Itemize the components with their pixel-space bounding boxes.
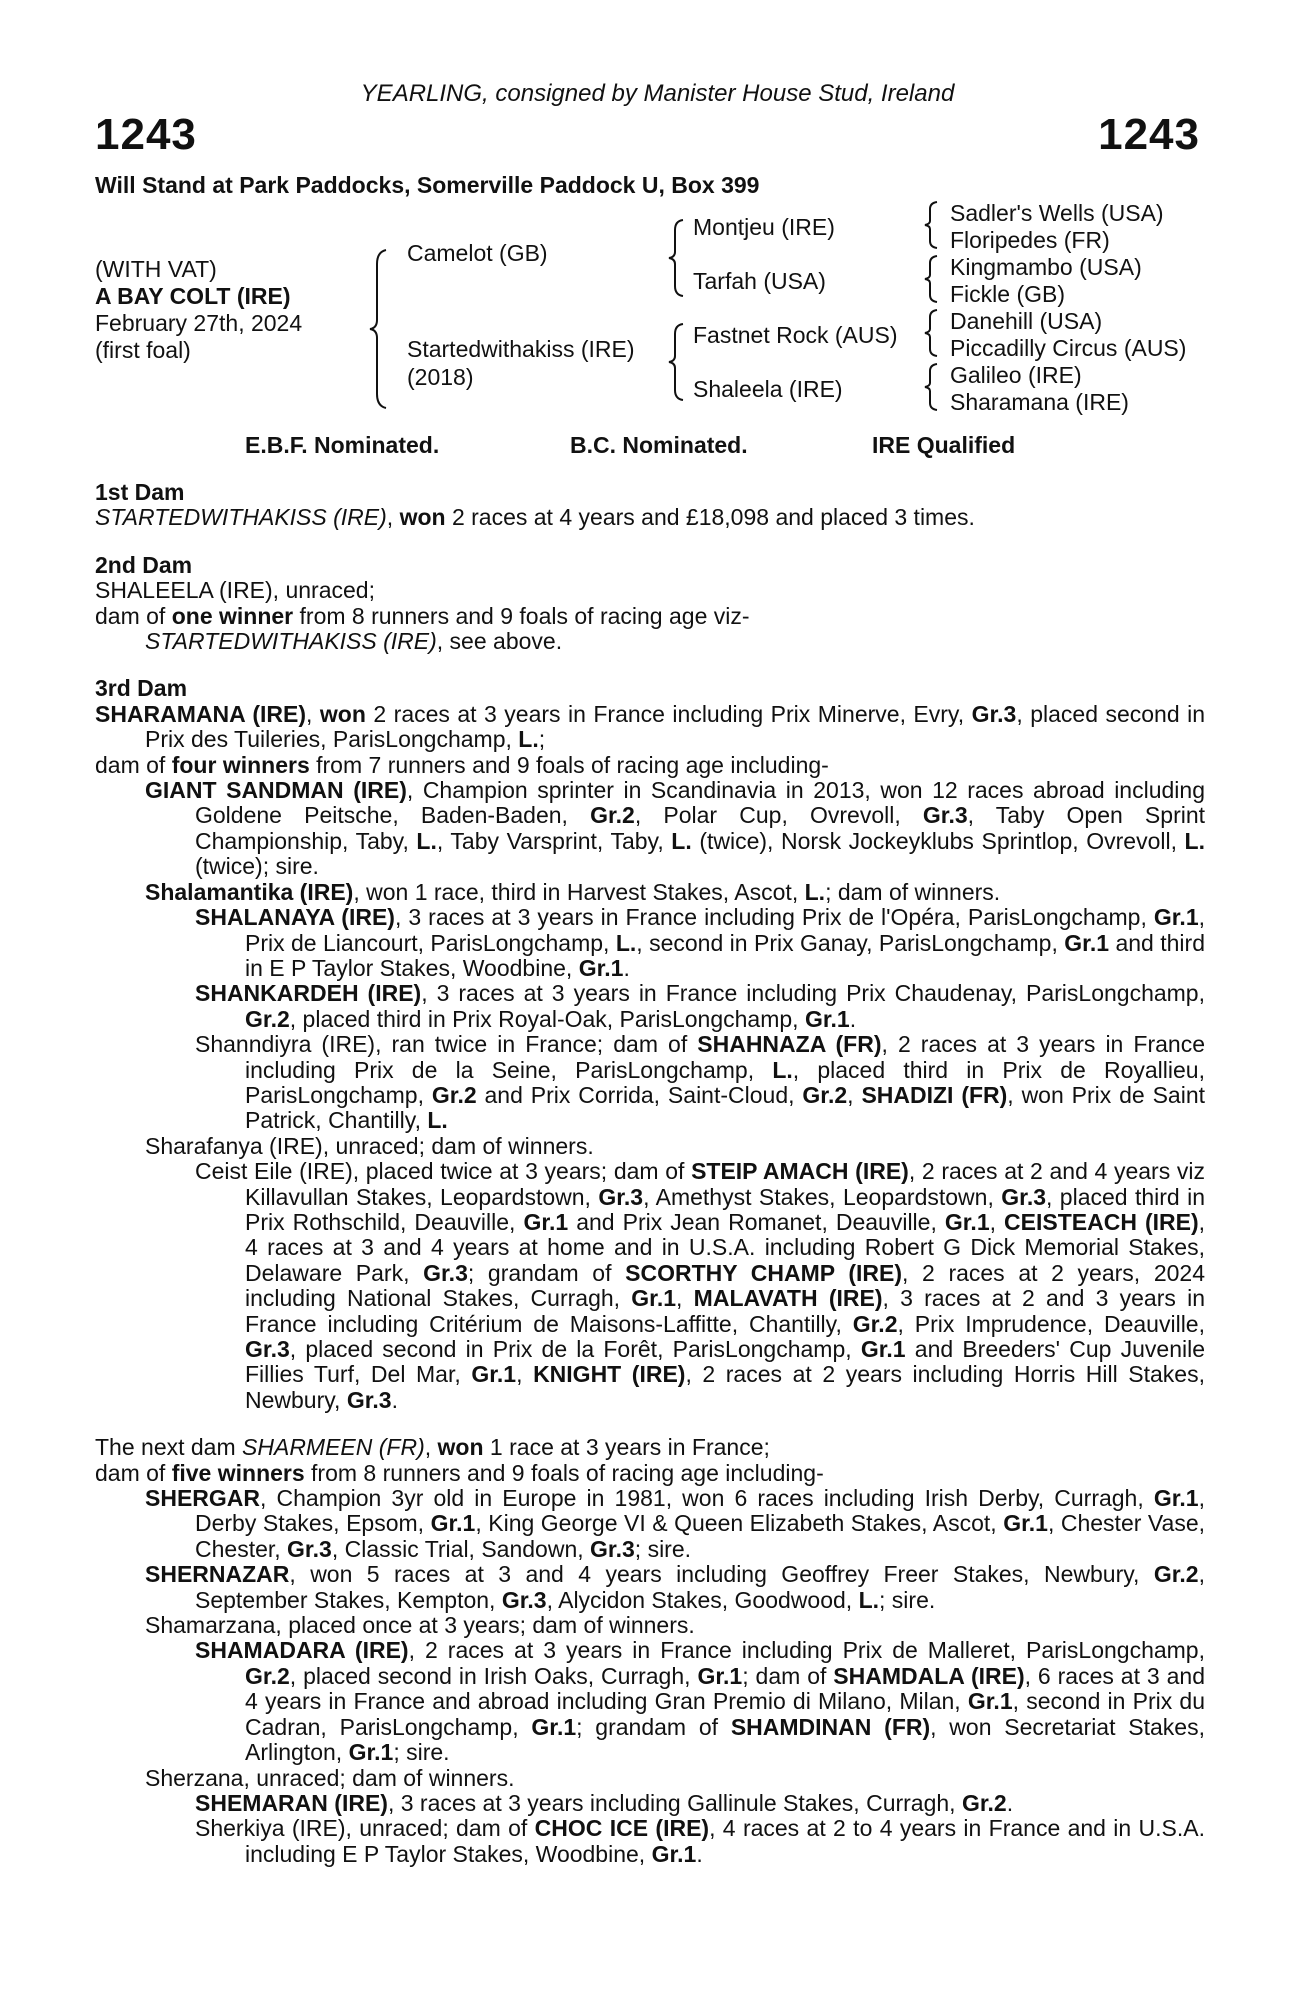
entry-sharafanya: Sharafanya (IRE), unraced; dam of winners. xyxy=(145,1132,594,1159)
t: Gr.1 xyxy=(348,1739,394,1766)
t: CEISTEACH (IRE) xyxy=(1004,1208,1199,1235)
entry-shamadara xyxy=(95,1638,1205,1765)
t: Gr.1 xyxy=(860,1336,906,1362)
t: SHANKARDEH (IRE) xyxy=(195,980,422,1007)
t: SHAMDINAN (FR) xyxy=(730,1713,931,1740)
t: , won 1 race, third in Harvest Stakes, Ascot, xyxy=(353,878,805,905)
t: four winners xyxy=(171,751,310,778)
t: Gr.3 xyxy=(245,1336,290,1362)
t: Gr.2 xyxy=(431,1081,477,1108)
t: and Breeders' Cup Juvenile Fillies Turf, Del Mar, xyxy=(245,1336,1206,1388)
t: dam of xyxy=(95,602,172,629)
t: Gr.1 xyxy=(471,1361,517,1388)
t: Gr.3 xyxy=(598,1183,644,1210)
t: won xyxy=(399,504,446,531)
lot-number-right: 1243 xyxy=(1098,110,1200,159)
t: , second in Prix Ganay, ParisLongchamp, xyxy=(636,929,1065,956)
third-dam-line xyxy=(95,702,1205,753)
t: , placed second in Irish Oaks, Curragh, xyxy=(289,1662,698,1689)
t: , 4 races at 2 to 4 years in France and in U.S.A. including E P Taylor Stakes, Woodbine, xyxy=(245,1815,1205,1867)
t: from 8 runners and 9 foals of racing age including- xyxy=(304,1459,824,1486)
entry-shanndiyra xyxy=(95,1032,1205,1134)
t: Gr.1 xyxy=(651,1840,697,1867)
t: , Taby Varsprint, Taby, xyxy=(436,827,672,854)
entry-giant-sandman xyxy=(95,778,1205,880)
sire-dam-dam: Fickle (GB) xyxy=(950,281,1065,307)
t: , 6 races at 3 and 4 years in France and abroad including Gran Premio di Milano, Milan, xyxy=(245,1662,1205,1715)
second-dam-line: SHALEELA (IRE), unraced; xyxy=(95,577,375,604)
ire-qualified: IRE Qualified xyxy=(872,432,1016,458)
t: Gr.1 xyxy=(578,954,624,981)
t: SHADIZI (FR) xyxy=(861,1081,1008,1108)
dam: Startedwithakiss (IRE) xyxy=(407,336,635,362)
sire-sire-dam: Floripedes (FR) xyxy=(950,227,1110,253)
t: L. xyxy=(1184,827,1205,854)
dam-dam-sire: Galileo (IRE) xyxy=(950,362,1082,388)
dam-dam-dam: Sharamana (IRE) xyxy=(950,389,1129,415)
t: ; sire. xyxy=(879,1586,936,1613)
t: , 3 races at 3 years including Gallinule Stakes, Curragh, xyxy=(387,1789,962,1816)
t: , Chester Vase, Chester, xyxy=(195,1510,1206,1562)
t: , 2 races at 2 years including Horris Hill Stakes, Newbury, xyxy=(245,1361,1205,1413)
t: , 3 races at 3 years in France including Prix Chaudenay, ParisLongchamp, xyxy=(421,980,1205,1007)
second-dam-foal xyxy=(95,629,1205,654)
t: L. xyxy=(772,1056,793,1083)
t: , Classic Trial, Sandown, xyxy=(331,1535,591,1562)
consignor-line: YEARLING, consigned by Manister House Stud, Ireland xyxy=(360,80,955,107)
t: Gr.2 xyxy=(245,1005,290,1032)
first-dam-name: STARTEDWITHAKISS (IRE) xyxy=(95,504,387,531)
t: won xyxy=(437,1434,484,1461)
t: won xyxy=(319,700,366,727)
t: , xyxy=(424,1434,438,1461)
t: Sherkiya (IRE), unraced; dam of xyxy=(195,1815,535,1842)
foaling-date: February 27th, 2024 xyxy=(95,310,303,336)
t: , xyxy=(516,1361,534,1388)
t: Shanndiyra (IRE), ran twice in France; dam of xyxy=(195,1031,698,1058)
t: , xyxy=(989,1208,1005,1235)
t: , 4 races at 3 and 4 years at home and in U.S.A. including Robert G Dick Memorial Stakes, Delaware Park, xyxy=(245,1208,1205,1286)
t: Gr.3 xyxy=(922,802,968,829)
t: from 8 runners and 9 foals of racing age viz- xyxy=(293,602,750,629)
t: Gr.1 xyxy=(944,1208,990,1235)
sire-sire-sire: Sadler's Wells (USA) xyxy=(950,200,1164,226)
t: , Taby Open Sprint Championship, Taby, xyxy=(195,802,1206,854)
t: 1 race at 3 years in France; xyxy=(483,1434,770,1461)
t: The next dam xyxy=(95,1434,243,1461)
t: . xyxy=(391,1386,398,1413)
t: , Alycidon Stakes, Goodwood, xyxy=(546,1586,859,1613)
t: Gr.2 xyxy=(245,1662,290,1689)
t: , won Prix de Saint Patrick, Chantilly, xyxy=(245,1081,1206,1134)
lot-number-left: 1243 xyxy=(95,110,197,159)
t: and Prix Corrida, Saint-Cloud, xyxy=(476,1081,803,1108)
t: , Champion sprinter in Scandinavia in 2013, won 12 races abroad including Goldene Peitsche, Baden-Baden, xyxy=(195,777,1205,829)
next-dam-produce xyxy=(95,1461,1205,1486)
entry-sherzana: Sherzana, unraced; dam of winners. xyxy=(145,1764,515,1791)
t: MALAVATH (IRE) xyxy=(693,1285,883,1312)
t: (twice); sire. xyxy=(195,853,319,880)
t: , Derby Stakes, Epsom, xyxy=(195,1485,1205,1537)
entry-shalanaya xyxy=(95,905,1205,981)
sire-dam-sire: Kingmambo (USA) xyxy=(950,254,1142,280)
t: , see above. xyxy=(436,628,563,655)
heading-3rd-dam: 3rd Dam xyxy=(95,675,188,702)
t: Gr.3 xyxy=(423,1259,468,1286)
brace-ds xyxy=(923,308,939,358)
sire-dam: Tarfah (USA) xyxy=(693,268,826,294)
t: SHAHNAZA (FR) xyxy=(697,1031,882,1058)
t: and Prix Jean Romanet, Deauville, xyxy=(568,1208,945,1235)
entry-shergar xyxy=(95,1486,1205,1562)
t: , won 5 races at 3 and 4 years including Geoffrey Freer Stakes, Newbury, xyxy=(289,1561,1154,1588)
t: Gr.1 xyxy=(531,1713,577,1740)
t: , placed third in Prix Royal-Oak, ParisLongchamp, xyxy=(289,1005,805,1032)
t: Gr.3 xyxy=(346,1386,392,1413)
t: Gr.1 xyxy=(430,1510,476,1537)
catalogue-body xyxy=(95,480,1205,1867)
sire-sire: Montjeu (IRE) xyxy=(693,214,835,240)
t: STEIP AMACH (IRE) xyxy=(691,1158,909,1185)
t: . xyxy=(849,1005,857,1032)
entry-shankardeh xyxy=(95,981,1205,1032)
t: , Polar Cup, Ovrevoll, xyxy=(634,802,923,829)
brace-dd xyxy=(923,362,939,412)
t: , 2 races at 2 years, 2024 including National Stakes, Curragh, xyxy=(245,1259,1205,1312)
t: , placed second in Prix de la Forêt, ParisLongchamp, xyxy=(289,1336,861,1362)
t: SHEMARAN (IRE) xyxy=(195,1789,388,1816)
t: , 3 races at 2 and 3 years in France including Critérium de Maisons-Laffitte, Chantilly, xyxy=(245,1285,1206,1337)
horse-name: A BAY COLT (IRE) xyxy=(95,283,291,309)
second-dam-produce xyxy=(95,604,1205,629)
t: dam of xyxy=(95,751,172,778)
heading-1st-dam: 1st Dam xyxy=(95,479,185,505)
t: L. xyxy=(804,878,826,905)
t: Gr.3 xyxy=(287,1535,332,1562)
t: 2 races at 4 years and £18,098 and placed 3 times. xyxy=(445,504,975,531)
t: L. xyxy=(518,726,539,753)
brace-sire xyxy=(667,218,687,298)
t: SCORTHY CHAMP (IRE) xyxy=(625,1259,902,1286)
entry-ceist-eile xyxy=(95,1159,1205,1413)
t: Gr.1 xyxy=(1153,1485,1199,1512)
t: Gr.1 xyxy=(1064,929,1110,956)
t: ; grandam of xyxy=(576,1713,731,1740)
t: , Prix Imprudence, Deauville, xyxy=(897,1310,1205,1337)
t: L. xyxy=(858,1586,880,1613)
t: Gr.1 xyxy=(1003,1510,1048,1537)
next-dam-line xyxy=(95,1435,1205,1460)
t: L. xyxy=(416,827,437,854)
t: L. xyxy=(427,1107,448,1134)
heading-2nd-dam: 2nd Dam xyxy=(95,551,193,578)
t: , Prix de Liancourt, ParisLongchamp, xyxy=(245,904,1206,956)
ebf-nominated: E.B.F. Nominated. xyxy=(245,432,440,458)
t: , won Secretariat Stakes, Arlington, xyxy=(245,1713,1205,1766)
entry-sherkiya xyxy=(95,1816,1205,1867)
t: , Amethyst Stakes, Leopardstown, xyxy=(643,1183,1002,1210)
bc-nominated: B.C. Nominated. xyxy=(570,432,748,458)
t: SHERGAR xyxy=(145,1485,261,1512)
t: SHARAMANA (IRE) xyxy=(95,700,307,727)
t: ; dam of winners. xyxy=(825,878,1001,905)
t: , xyxy=(676,1285,694,1312)
t: SHAMDALA (IRE) xyxy=(833,1662,1025,1689)
brace-sd xyxy=(923,254,939,304)
dam-dam: Shaleela (IRE) xyxy=(693,376,843,402)
t: Gr.1 xyxy=(804,1005,850,1032)
t: dam of xyxy=(95,1459,172,1486)
t: Gr.3 xyxy=(501,1586,547,1613)
t: SHALANAYA (IRE) xyxy=(195,904,395,931)
t: ; grandam of xyxy=(467,1259,626,1286)
t: . xyxy=(696,1840,703,1867)
t: , 2 races at 3 years in France including Prix de Malleret, ParisLongchamp, xyxy=(408,1637,1205,1664)
t: Gr.2 xyxy=(852,1310,898,1337)
entry-shamarzana: Shamarzana, placed once at 3 years; dam of winners. xyxy=(145,1612,695,1639)
t: Gr.1 xyxy=(697,1662,743,1689)
brace-gen1 xyxy=(368,248,390,410)
third-dam-produce xyxy=(95,753,1205,778)
t: Gr.1 xyxy=(631,1285,677,1312)
t: , placed third in Prix de Royallieu, ParisLongchamp, xyxy=(245,1056,1205,1108)
t: Gr.3 xyxy=(1001,1183,1047,1210)
t: SHERNAZAR xyxy=(145,1561,290,1588)
t: Ceist Eile (IRE), placed twice at 3 years; dam of xyxy=(195,1158,692,1185)
dam-year: (2018) xyxy=(407,364,474,390)
t: five winners xyxy=(171,1459,305,1486)
t: , xyxy=(306,700,320,727)
brace-dam xyxy=(667,322,687,402)
t: , 2 races at 2 and 4 years viz Killavullan Stakes, Leopardstown, xyxy=(245,1158,1205,1210)
t: Gr.2 xyxy=(1153,1561,1199,1588)
t: one winner xyxy=(171,602,294,629)
foal-note: (first foal) xyxy=(95,337,191,363)
t: . xyxy=(623,954,630,981)
t: , 3 races at 3 years in France including Prix de l'Opéra, ParisLongchamp, xyxy=(394,904,1154,931)
t: CHOC ICE (IRE) xyxy=(534,1815,710,1842)
t: and third in E P Taylor Stakes, Woodbine, xyxy=(245,929,1205,981)
first-dam-line xyxy=(95,505,1205,530)
t: SHAMADARA (IRE) xyxy=(195,1637,409,1664)
dam-sire: Fastnet Rock (AUS) xyxy=(693,322,898,348)
brace-ss xyxy=(923,200,939,250)
vat-note: (WITH VAT) xyxy=(95,256,217,282)
t: GIANT SANDMAN (IRE) xyxy=(145,777,407,804)
t: , xyxy=(386,504,400,531)
t: , xyxy=(847,1081,862,1108)
t: from 7 runners and 9 foals of racing age including- xyxy=(309,751,829,778)
t: , Champion 3yr old in Europe in 1981, won 6 races including Irish Derby, Curragh, xyxy=(260,1485,1154,1512)
t: , placed third in Prix Rothschild, Deauville, xyxy=(245,1183,1206,1235)
t: STARTEDWITHAKISS (IRE) xyxy=(145,628,437,655)
stand-location: Will Stand at Park Paddocks, Somerville Paddock U, Box 399 xyxy=(95,172,760,198)
dam-sire-sire: Danehill (USA) xyxy=(950,308,1103,334)
t: Gr.2 xyxy=(802,1081,848,1108)
t: Gr.1 xyxy=(967,1688,1013,1715)
entry-shalamantika xyxy=(95,880,1205,905)
t: (twice), Norsk Jockeyklubs Sprintlop, Ovrevoll, xyxy=(691,827,1185,854)
dam-sire-dam: Piccadilly Circus (AUS) xyxy=(950,335,1187,361)
horse-info xyxy=(95,256,302,364)
t: , placed second in Prix des Tuileries, ParisLongchamp, xyxy=(145,700,1206,753)
t: , second in Prix du Cadran, ParisLongchamp, xyxy=(245,1688,1205,1740)
t: , September Stakes, Kempton, xyxy=(195,1561,1205,1613)
t: L. xyxy=(671,827,692,854)
t: . xyxy=(1006,1789,1014,1816)
t: , King George VI & Queen Elizabeth Stakes, Ascot, xyxy=(475,1510,1004,1537)
entry-shemaran xyxy=(95,1791,1205,1816)
t: Gr.3 xyxy=(590,1535,635,1562)
t: ; sire. xyxy=(393,1739,450,1766)
t: SHARMEEN (FR) xyxy=(242,1434,425,1461)
t: ; dam of xyxy=(742,1662,834,1689)
t: 2 races at 3 years in France including Prix Minerve, Evry, xyxy=(365,700,972,727)
t: ; sire. xyxy=(634,1535,692,1562)
t: L. xyxy=(615,929,637,956)
t: Gr.2 xyxy=(590,802,635,829)
t: , 2 races at 3 years in France including Prix de la Seine, ParisLongchamp, xyxy=(245,1031,1205,1083)
t: Gr.2 xyxy=(961,1789,1007,1816)
t: Gr.1 xyxy=(523,1208,569,1235)
t: Shalamantika (IRE) xyxy=(145,878,354,905)
t: ; xyxy=(538,726,546,753)
sire: Camelot (GB) xyxy=(407,240,548,266)
t: Gr.1 xyxy=(1153,904,1199,931)
t: KNIGHT (IRE) xyxy=(533,1361,686,1388)
t: Gr.3 xyxy=(971,700,1017,727)
entry-shernazar xyxy=(95,1562,1205,1613)
